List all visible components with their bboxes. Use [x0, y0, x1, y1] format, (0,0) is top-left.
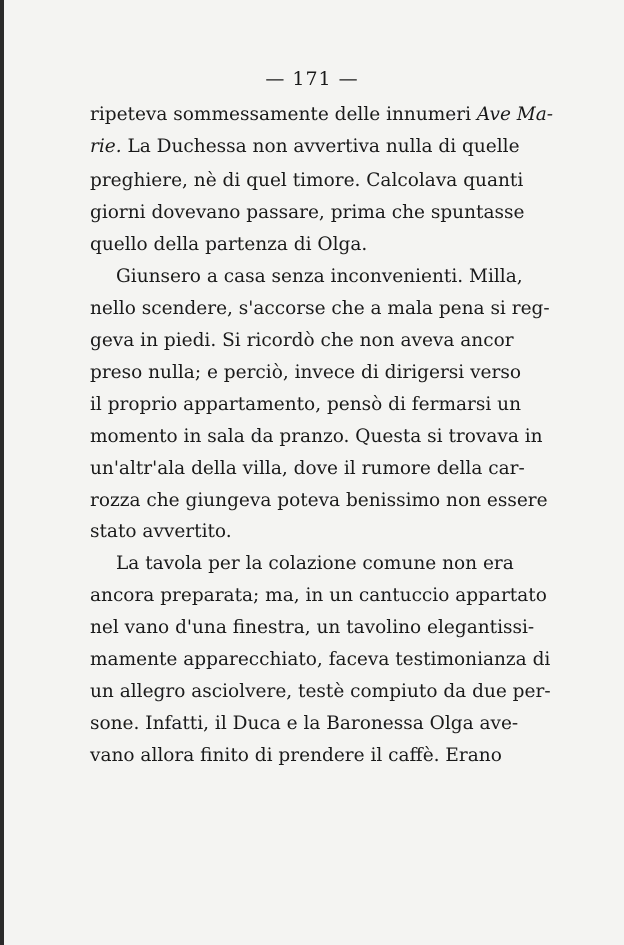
text-line-21: vano allora finito di prendere il caffè. Erano	[90, 745, 502, 766]
text-line-10: il proprio appartamento, pensò di fermarsi un	[90, 394, 521, 415]
text-line-13: rozza che giungeva poteva benissimo non essere	[90, 490, 548, 511]
text-line-14: stato avvertito.	[90, 521, 232, 542]
text-line-7: nello scendere, s'accorse che a mala pena si reg-	[90, 298, 550, 319]
text-line-3: preghiere, nè di quel timore. Calcolava quanti	[90, 170, 524, 191]
text-line-6: Giunsero a casa senza inconvenienti. Milla,	[116, 266, 523, 287]
text-line-17: nel vano d'una finestra, un tavolino elegantissi-	[90, 617, 535, 638]
text-line-20: sone. Infatti, il Duca e la Baronessa Olga ave-	[90, 713, 519, 734]
page-number: — 171 —	[265, 68, 359, 90]
text-line-18: mamente apparecchiato, faceva testimonianza di	[90, 649, 551, 670]
text-line-11: momento in sala da pranzo. Questa si trovava in	[90, 426, 543, 447]
text-line-8: geva in piedi. Si ricordò che non aveva ancor	[90, 330, 514, 351]
text-line-2: rie. La Duchessa non avvertiva nulla di quelle	[90, 136, 520, 157]
text-line-16: ancora preparata; ma, in un cantuccio appartato	[90, 585, 547, 606]
page-edge	[0, 0, 4, 945]
text-line-4: giorni dovevano passare, prima che spuntasse	[90, 202, 525, 223]
text-line-1: ripeteva sommessamente delle innumeri Ave Ma-	[90, 104, 554, 125]
text-line-12: un'altr'ala della villa, dove il rumore della car-	[90, 458, 525, 479]
text-line-9: preso nulla; e perciò, invece di dirigersi verso	[90, 362, 521, 383]
text-line-5: quello della partenza di Olga.	[90, 234, 368, 255]
text-line-19: un allegro asciolvere, testè compiuto da due per-	[90, 681, 551, 702]
text-line-15: La tavola per la colazione comune non era	[116, 553, 514, 574]
